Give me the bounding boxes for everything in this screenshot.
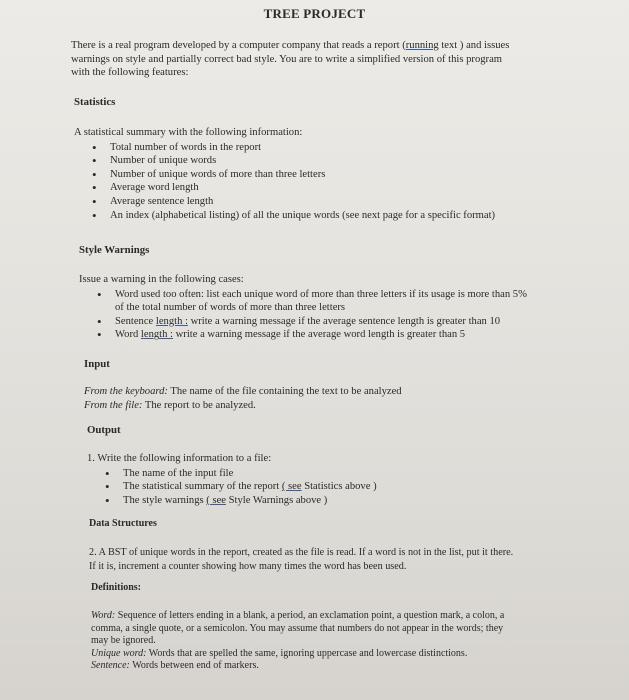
intro-line-2: warnings on style and partially correct bad style. You are to write a simplified version of this program xyxy=(71,53,503,65)
definitions-heading: Definitions: xyxy=(91,582,141,593)
statistics-heading: Statistics xyxy=(74,96,116,108)
style-warnings-lead: Issue a warning in the following cases: xyxy=(79,274,244,285)
list-item: • Average sentence length xyxy=(88,195,594,209)
list-item: • Average word length xyxy=(88,181,594,195)
running-link[interactable]: running xyxy=(405,40,439,51)
style-warnings-list xyxy=(93,288,599,342)
intro-line-1: There is a real program developed by a computer company that reads a report (running text ) and issues xyxy=(71,40,510,51)
definition-word: Word: Sequence of letters ending in a blank, a period, an exclamation point, a question mark, a colon, a xyxy=(91,610,505,621)
word-length-link[interactable]: length : xyxy=(140,329,173,341)
list-item: • Sentence length : write a warning message if the average sentence length is greater than 10 xyxy=(93,315,599,329)
list-item: • Word used too often: list each unique word of more than three letters if its usage is more than 5% of the total number of words of more than three letters xyxy=(93,288,599,315)
style-warnings-section xyxy=(79,273,599,342)
intro-line-3: with the following features: xyxy=(71,67,189,79)
style-warnings-heading: Style Warnings xyxy=(79,244,150,256)
statistics-section xyxy=(74,126,594,222)
data-structures-section xyxy=(89,546,599,573)
list-item: • Number of unique words xyxy=(88,154,594,168)
list-item: • The style warnings ( see Style Warnings above ) xyxy=(101,494,587,508)
list-item: • Number of unique words of more than three letters xyxy=(88,168,594,182)
output-heading: Output xyxy=(87,424,121,436)
data-structures-line-2: If it is, increment a counter showing how many times the word has been used. xyxy=(89,560,407,572)
definition-sentence: Sentence: Words between end of markers. xyxy=(91,660,259,672)
data-structures-line-1: 2. A BST of unique words in the report, created as the file is read. If a word is not in the list, put it there. xyxy=(89,547,514,558)
output-lead: 1. Write the following information to a file: xyxy=(87,453,272,464)
list-item: • Total number of words in the report xyxy=(88,141,594,155)
list-item: • Word length : write a warning message if the average word length is greater than 5 xyxy=(93,328,599,342)
output-section xyxy=(87,452,587,507)
output-list xyxy=(101,467,587,508)
input-heading: Input xyxy=(84,358,110,370)
definitions-section: Word: Sequence of letters ending in a blank, a period, an exclamation point, a question mark, a colon, a comma, a single quote, or a semicolon. You may assume that numbers do not appear in the words; they may be ignored. Unique word: Words that are spelled the same, ignoring uppercase and lowercase distinctions. Sentence: Words between end of markers. xyxy=(91,610,601,673)
definition-unique-word: Unique word: Words that are spelled the same, ignoring uppercase and lowercase distinctions. xyxy=(91,647,468,659)
sentence-length-link[interactable]: length : xyxy=(155,315,188,327)
see-statistics-link[interactable]: ( see xyxy=(281,481,302,493)
page-title: TREE PROJECT xyxy=(263,6,366,21)
list-item: • The statistical summary of the report ( see Statistics above ) xyxy=(101,480,587,494)
list-item: • The name of the input file xyxy=(101,467,587,481)
list-item: • An index (alphabetical listing) of all the unique words (see next page for a specific format) xyxy=(88,209,594,223)
statistics-lead: A statistical summary with the following information: xyxy=(74,127,303,138)
input-line-2: From the file: The report to be analyzed. xyxy=(84,399,256,411)
data-structures-heading: Data Structures xyxy=(89,518,157,529)
input-line-1: From the keyboard: The name of the file containing the text to be analyzed xyxy=(84,386,402,397)
intro-paragraph xyxy=(71,39,601,80)
statistics-list xyxy=(88,141,594,223)
input-section xyxy=(84,385,584,412)
see-style-warnings-link[interactable]: ( see xyxy=(206,494,226,506)
